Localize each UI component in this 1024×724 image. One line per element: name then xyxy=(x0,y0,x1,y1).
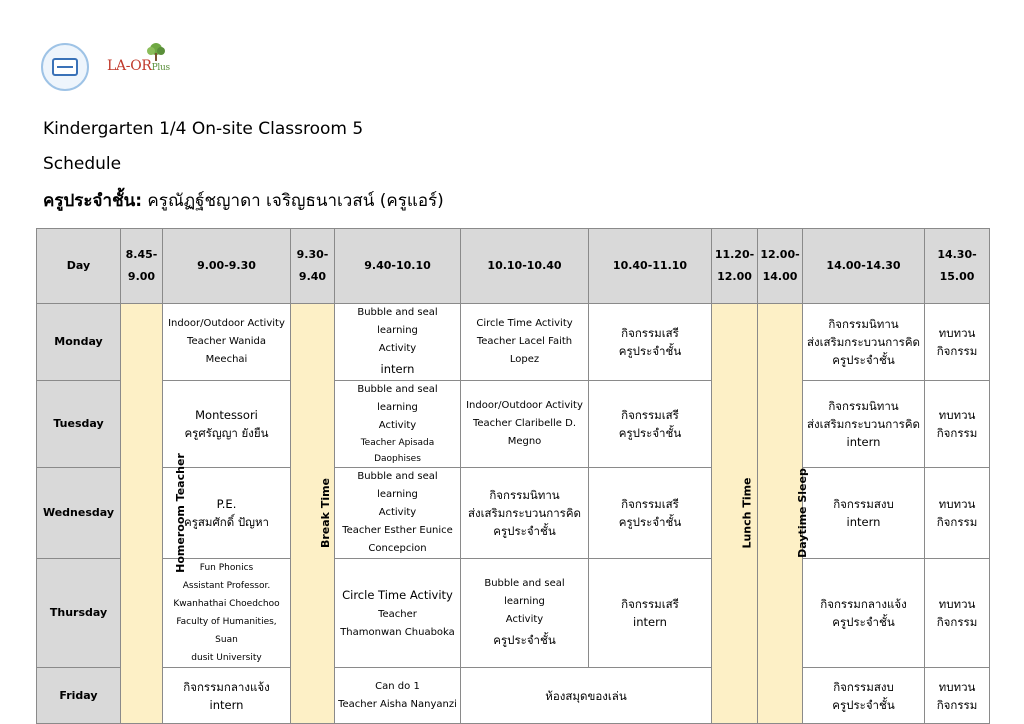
homeroom-band xyxy=(121,304,187,724)
activity-cell: กิจกรรมเสรี ครูประจำชั้น xyxy=(589,468,712,559)
table-row-thursday xyxy=(37,559,990,668)
teacher-label: ครูประจำชั้น: xyxy=(43,191,143,211)
activity-cell: กิจกรรมนิทาน ส่งเสริมกระบวนการคิด intern xyxy=(803,381,925,468)
day-cell: Thursday xyxy=(37,559,121,668)
day-cell: Monday xyxy=(37,304,121,381)
sleep-band xyxy=(758,304,809,724)
header-time-slot: 14.00-14.30 xyxy=(803,229,925,304)
activity-cell: กิจกรรมเสรี ครูประจำชั้น xyxy=(589,381,712,468)
activity-cell: Circle Time Activity Teacher Lacel Faith Lopez xyxy=(461,304,589,381)
school-logo xyxy=(41,43,89,91)
lunch-band xyxy=(712,304,758,724)
activity-cell: Bubble and seal learning Activity intern xyxy=(335,304,461,381)
activity-cell: กิจกรรมเสรี intern xyxy=(589,559,712,668)
laor-logo-plus: Plus xyxy=(151,63,170,73)
break-band xyxy=(291,304,335,724)
day-cell: Tuesday xyxy=(37,381,121,468)
band-label: Daytime Sleep xyxy=(795,468,809,558)
table-row-monday xyxy=(37,304,990,381)
activity-cell: P.E. ครูสมศักดิ์ ปัญหา xyxy=(163,468,291,559)
activity-cell: Can do 1 Teacher Aisha Nanyanzi xyxy=(335,668,461,724)
activity-cell: ทบทวน กิจกรรม xyxy=(925,668,990,724)
header-time-slot: 10.10-10.40 xyxy=(461,229,589,304)
activity-cell: ทบทวน กิจกรรม xyxy=(925,304,990,381)
activity-cell: ทบทวน กิจกรรม xyxy=(925,559,990,668)
header-time-slot: 11.20-12.00 xyxy=(712,229,758,304)
activity-cell: Bubble and seal learning Activity Teacher Esther Eunice Concepcion xyxy=(335,468,461,559)
header-time-slot: 12.00-14.00 xyxy=(758,229,803,304)
header-time-slot: 9.00-9.30 xyxy=(163,229,291,304)
activity-cell: ห้องสมุดของเล่น xyxy=(461,668,712,724)
activity-cell: กิจกรรมสงบ intern xyxy=(803,468,925,559)
band-label: Homeroom Teacher xyxy=(173,453,187,573)
activity-cell: ทบทวน กิจกรรม xyxy=(925,381,990,468)
day-cell: Wednesday xyxy=(37,468,121,559)
activity-cell: กิจกรรมนิทาน ส่งเสริมกระบวนการคิด ครูประจำชั้น xyxy=(461,468,589,559)
class-title: Kindergarten 1/4 On-site Classroom 5 xyxy=(43,119,364,139)
activity-cell: Indoor/Outdoor Activity Teacher Wanida Meechai xyxy=(163,304,291,381)
header-day: Day xyxy=(37,229,121,304)
laor-plus-logo xyxy=(107,42,197,82)
school-logo-emblem xyxy=(52,58,78,76)
activity-cell: กิจกรรมนิทาน ส่งเสริมกระบวนการคิด ครูประจำชั้น xyxy=(803,304,925,381)
band-label: Lunch Time xyxy=(740,477,754,549)
schedule-table xyxy=(36,228,990,724)
activity-cell: Bubble and seal learning Activity ครูประจำชั้น xyxy=(461,559,589,668)
activity-cell: กิจกรรมสงบ ครูประจำชั้น xyxy=(803,668,925,724)
activity-cell: กิจกรรมกลางแจ้ง ครูประจำชั้น xyxy=(803,559,925,668)
band-label: Break Time xyxy=(319,477,333,549)
activity-cell: Bubble and seal learning Activity Teacher Apisada Daophises xyxy=(335,381,461,468)
table-row-friday xyxy=(37,668,990,724)
laor-logo-text: LA-ORPlus xyxy=(107,58,170,74)
activity-cell: Circle Time Activity Teacher Thamonwan Chuaboka xyxy=(335,559,461,668)
schedule-title: Schedule xyxy=(43,154,122,174)
header-row xyxy=(37,229,990,304)
activity-cell: Fun Phonics Assistant Professor. Kwanhathai Choedchoo Faculty of Humanities, Suan dusit University xyxy=(163,559,291,668)
activity-cell: กิจกรรมเสรี ครูประจำชั้น xyxy=(589,304,712,381)
header-time-slot: 10.40-11.10 xyxy=(589,229,712,304)
activity-cell: Montessori ครูศรัญญา ยังยืน xyxy=(163,381,291,468)
homeroom-teacher-line xyxy=(43,187,444,214)
header-time-slot: 8.45-9.00 xyxy=(121,229,163,304)
activity-cell: กิจกรรมกลางแจ้ง intern xyxy=(163,668,291,724)
header-time-slot: 14.30-15.00 xyxy=(925,229,990,304)
activity-cell: Indoor/Outdoor Activity Teacher Claribelle D. Megno xyxy=(461,381,589,468)
teacher-name: ครูณัฏฐ์ชญาดา เจริญธนาเวสน์ (ครูแอร์) xyxy=(142,191,444,211)
activity-cell: ทบทวน กิจกรรม xyxy=(925,468,990,559)
day-cell: Friday xyxy=(37,668,121,724)
header-time-slot: 9.40-10.10 xyxy=(335,229,461,304)
header-time-slot: 9.30-9.40 xyxy=(291,229,335,304)
